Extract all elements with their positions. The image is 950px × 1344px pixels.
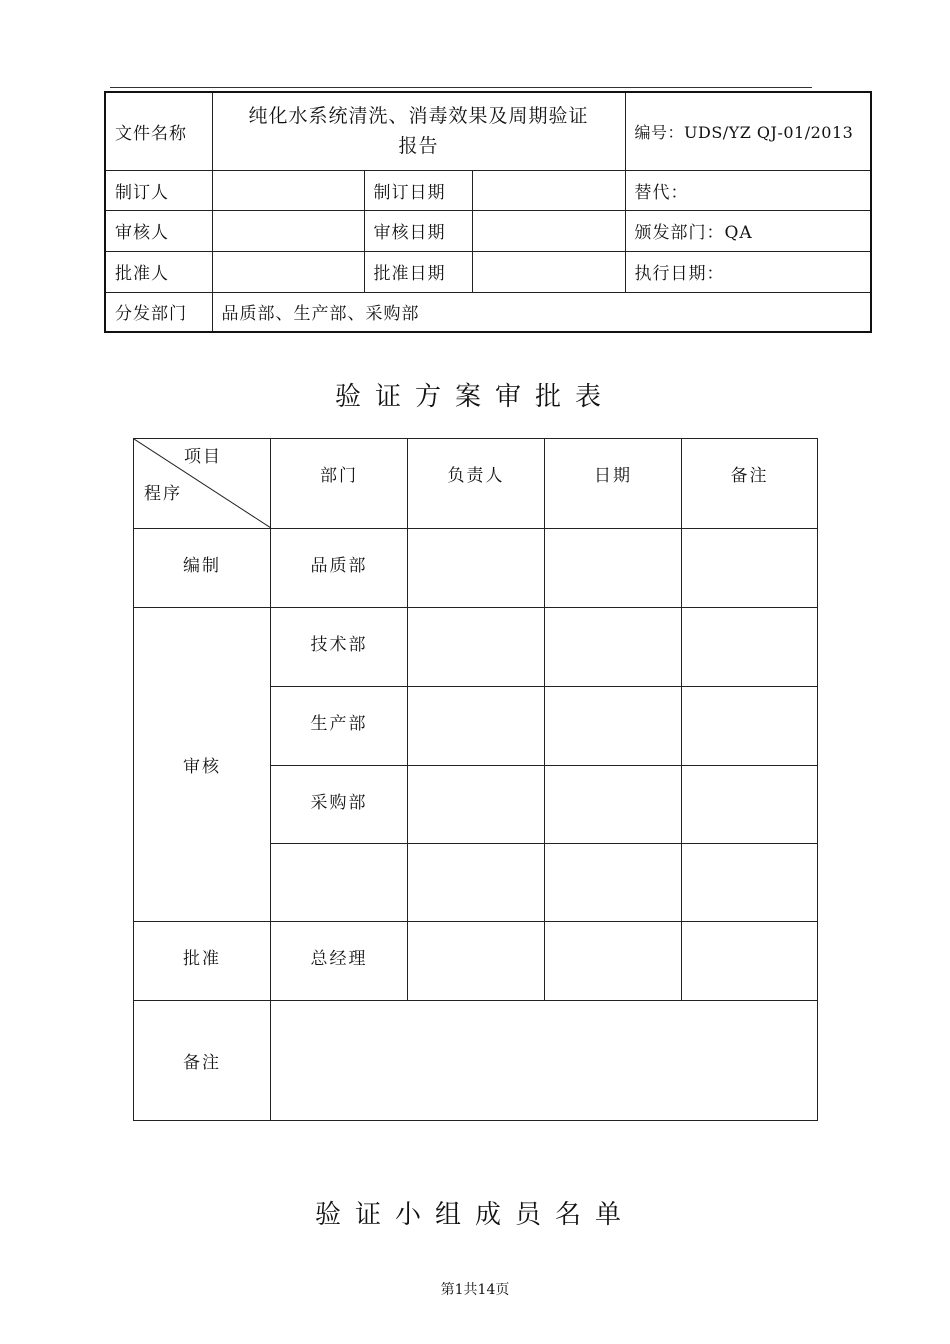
- remarks-value: [271, 1001, 818, 1121]
- exec-date-label: 执行日期：: [625, 251, 871, 292]
- responsible-cell: [408, 922, 545, 1001]
- date-cell: [545, 529, 682, 608]
- date-cell: [545, 922, 682, 1001]
- drafter-label: 制订人: [105, 170, 212, 210]
- drafter-value: [212, 170, 364, 210]
- corner-top-label: 项目: [184, 447, 222, 467]
- date-cell: [545, 844, 682, 922]
- review-date-value: [472, 210, 625, 251]
- file-name-label: 文件名称: [105, 92, 212, 170]
- issue-dept-label: 颁发部门：QA: [625, 210, 871, 251]
- reviewer-value: [212, 210, 364, 251]
- column-header: 部门: [271, 439, 408, 529]
- remark-cell: [682, 608, 818, 687]
- dept-cell: 生产部: [271, 687, 408, 766]
- responsible-cell: [408, 608, 545, 687]
- responsible-cell: [408, 844, 545, 922]
- document-header-table: [104, 91, 872, 333]
- remark-cell: [682, 844, 818, 922]
- stage-cell: 编制: [134, 529, 271, 608]
- date-cell: [545, 608, 682, 687]
- column-header: 负责人: [408, 439, 545, 529]
- members-title: 验证小组成员名单: [314, 1200, 635, 1230]
- approve-date-label: 批准日期: [364, 251, 472, 292]
- responsible-cell: [408, 766, 545, 844]
- dept-cell: [271, 844, 408, 922]
- corner-cell: [134, 439, 271, 529]
- distribution-value: 品质部、生产部、采购部: [212, 292, 871, 332]
- replace-label: 替代：: [625, 170, 871, 210]
- remark-cell: [682, 687, 818, 766]
- stage-cell: 批准: [134, 922, 271, 1001]
- remark-cell: [682, 529, 818, 608]
- file-name-value: 纯化水系统清洗、消毒效果及周期验证 报告: [212, 92, 625, 170]
- remark-cell: [682, 766, 818, 844]
- approver-value: [212, 251, 364, 292]
- dept-cell: 采购部: [271, 766, 408, 844]
- date-cell: [545, 766, 682, 844]
- approve-date-value: [472, 251, 625, 292]
- responsible-cell: [408, 687, 545, 766]
- dept-cell: 品质部: [271, 529, 408, 608]
- remarks-label: 备注: [134, 1001, 271, 1121]
- header-rule: [110, 87, 812, 88]
- dept-cell: 技术部: [271, 608, 408, 687]
- review-date-label: 审核日期: [364, 210, 472, 251]
- responsible-cell: [408, 529, 545, 608]
- draft-date-value: [472, 170, 625, 210]
- remark-cell: [682, 922, 818, 1001]
- column-header: 备注: [682, 439, 818, 529]
- reviewer-label: 审核人: [105, 210, 212, 251]
- page-footer: 第1共14页: [440, 1282, 510, 1298]
- approval-table: [133, 438, 818, 1121]
- dept-cell: 总经理: [271, 922, 408, 1001]
- stage-cell-review: 审核: [134, 608, 271, 922]
- draft-date-label: 制订日期: [364, 170, 472, 210]
- corner-bottom-label: 程序: [144, 484, 182, 504]
- approval-title: 验证方案审批表: [334, 382, 615, 412]
- distribution-label: 分发部门: [105, 292, 212, 332]
- column-header: 日期: [545, 439, 682, 529]
- approver-label: 批准人: [105, 251, 212, 292]
- date-cell: [545, 687, 682, 766]
- doc-code: 编号：UDS/YZ QJ-01/2013: [625, 92, 871, 170]
